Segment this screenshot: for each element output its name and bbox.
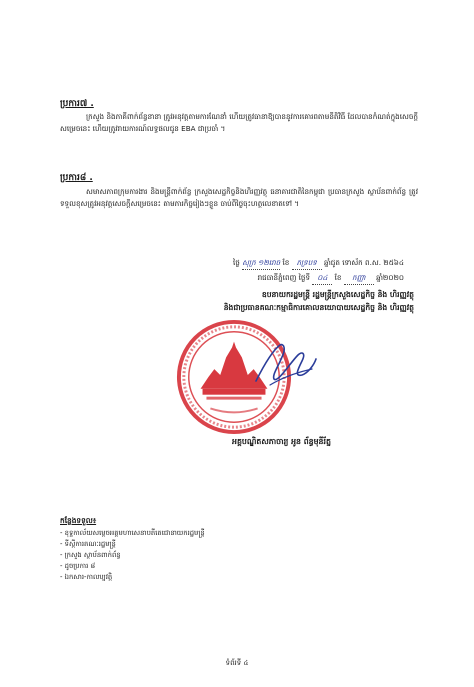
date-solar-month-label: ខែ: [334, 273, 342, 282]
recipient-item: - ឯកសារ-កាលប្បវត្តិ: [60, 572, 205, 583]
date-lunar-day: សុក្រ ១២រោច: [242, 258, 280, 270]
recipient-item: - ក្រសួង ស្ថាប័នពាក់ព័ន្ធ: [60, 550, 205, 561]
article-7-text: ក្រសួង និងភាគីពាក់ព័ន្ធនានា ត្រូវអនុវត្តតាមការណែនាំ ហើយត្រូវធានាឱ្យបាននូវការគោរពតាមនីតិវិធី ដែលបានកំណត់ក្នុងសេចក្ដីសម្រេចនេះ ហើយត្រូវរាយការណ៍លទ្ធផលជូន EBA ជាប្រចាំ ។: [60, 112, 418, 133]
signer-name: អគ្គបណ្ឌិតសភាចារ្យ អូន ព័ន្ធមុនីរ័ត្ន: [232, 437, 331, 446]
article-8-body: [60, 186, 418, 210]
date-solar-suffix: ឆ្នាំ២០២០: [376, 273, 404, 282]
ministry-line-2: និងជាប្រធានគណៈកម្មាធិការគោលនយោបាយសេដ្ឋកិច្ច និង ហិរញ្ញវត្ថុ: [223, 303, 414, 312]
date-lunar-suffix: ឆ្នាំជូត ទោស័ក ព.ស. ២៥៦៤: [323, 258, 404, 267]
article-8-title: ប្រការ៨ .: [60, 173, 93, 183]
recipients-title: កន្លែងទទួល៖: [60, 516, 97, 525]
ministry-line-1: ឧបនាយករដ្ឋមន្ត្រី រដ្ឋមន្ត្រីក្រសួងសេដ្ឋកិច្ច និង ហិរញ្ញវត្ថុ: [261, 290, 414, 299]
recipient-item: - ទីស្ដីការគណៈរដ្ឋមន្ត្រី: [60, 539, 205, 550]
date-solar-month: កញ្ញា: [344, 273, 374, 285]
article-7-body: [60, 111, 418, 135]
signature-icon: [250, 335, 320, 395]
date-lunar-month: ភទ្របទ: [292, 258, 322, 270]
recipients-list: [60, 528, 205, 583]
date-lunar-month-label: ខែ: [282, 258, 290, 267]
date-solar-prefix: រាជធានីភ្នំពេញ ថ្ងៃទី: [257, 273, 311, 282]
date-lunar: [233, 258, 404, 270]
date-solar-day: ០៤: [312, 273, 332, 285]
article-8-text: សមាសភាពក្រុមការងារ និងមន្ត្រីពាក់ព័ន្ធ ក្រសួងសេដ្ឋកិច្ចនិងហិរញ្ញវត្ថុ ធនាគារជាតិនៃកម្ពុជា ប្រធានក្រសួង ស្ថាប័នពាក់ព័ន្ធ ត្រូវទទួលខុសត្រូវអនុវត្តសេចក្ដីសម្រេចនេះ តាមភារកិច្ចរៀងៗខ្លួន ចាប់ពីថ្ងៃចុះហត្ថលេខាតទៅ ។: [60, 187, 418, 208]
date-solar: [258, 273, 404, 285]
article-7-title: ប្រការ៧ .: [60, 99, 94, 109]
recipient-item: - ខុទ្ទកាល័យសម្ដេចអគ្គមហាសេនាបតីតេជោនាយករដ្ឋមន្ត្រី: [60, 528, 205, 539]
recipient-item: - ដូចប្រការ ៨: [60, 561, 205, 572]
page-number: ទំព័រទី ៤: [225, 659, 249, 667]
date-lunar-prefix: ថ្ងៃ: [232, 258, 240, 267]
